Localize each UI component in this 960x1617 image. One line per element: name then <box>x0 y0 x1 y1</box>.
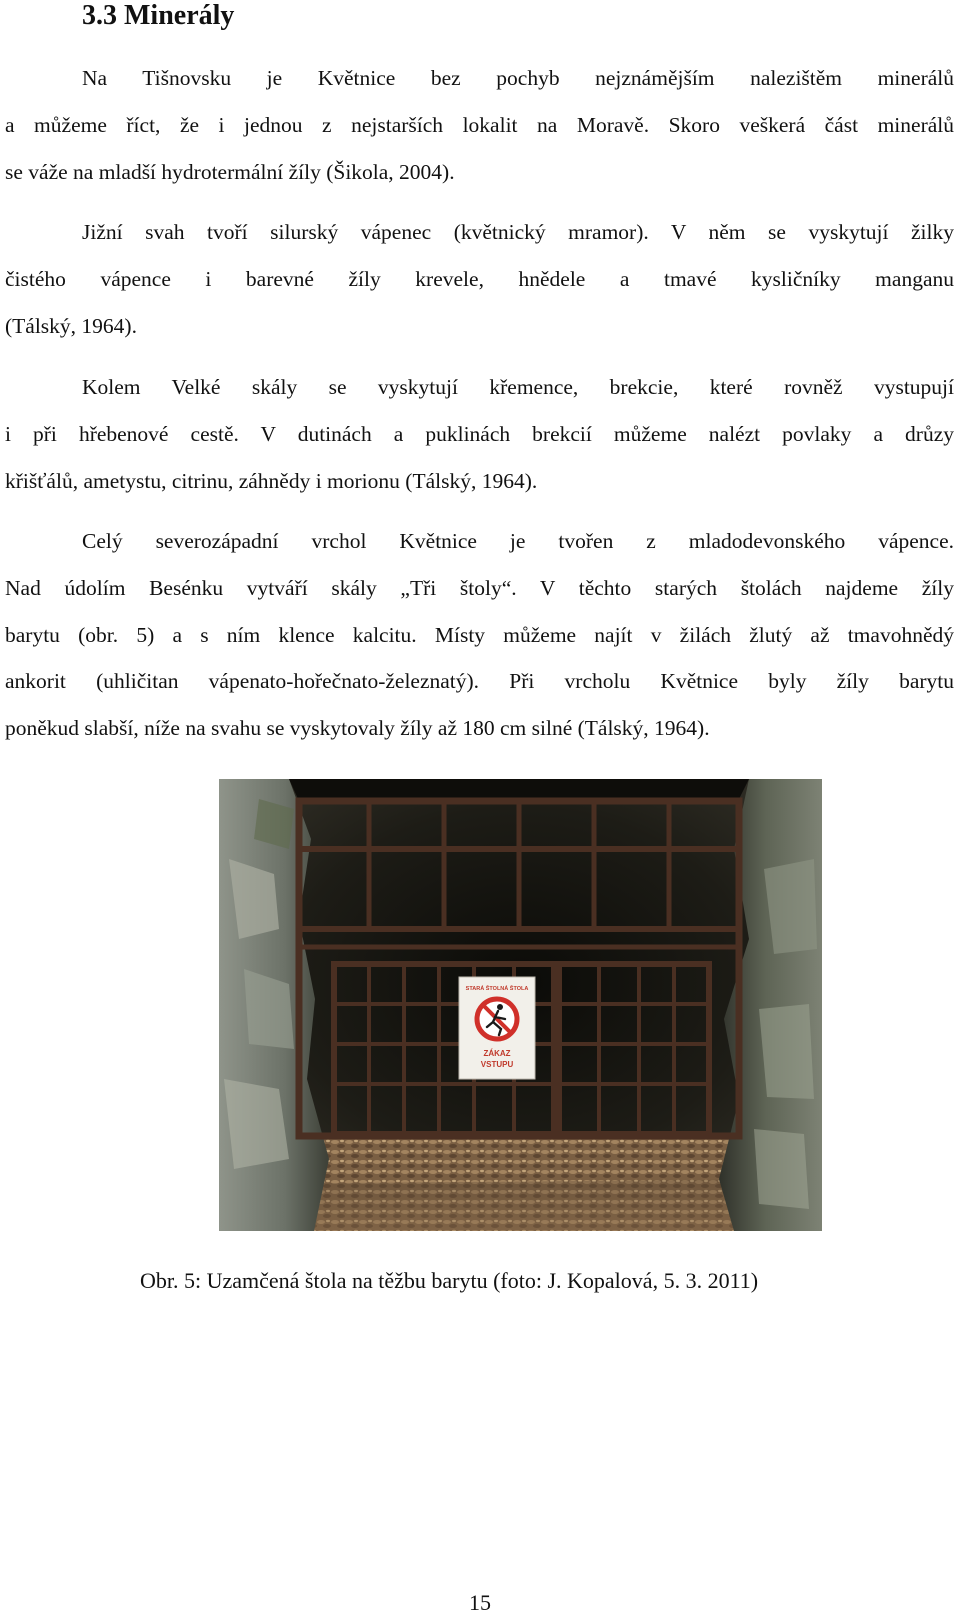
sign-text-zakaz: ZÁKAZ <box>483 1049 511 1058</box>
section-heading: 3.3 Minerály <box>82 0 235 31</box>
paragraph-line: ankorit (uhličitan vápenato-hořečnato-železnatý). Při vrcholu Květnice byly žíly barytu <box>5 669 954 693</box>
paragraph-line: Kolem Velké skály se vyskytují křemence, brekcie, které rovněž vystupují <box>82 375 954 399</box>
paragraph-line: čistého vápence i barevné žíly krevele, hnědele a tmavé kysličníky manganu <box>5 267 954 291</box>
paragraph-line: se váže na mladší hydrotermální žíly (Šikola, 2004). <box>5 160 455 184</box>
paragraph-line: Jižní svah tvoří silurský vápenec (květnický mramor). V něm se vyskytují žilky <box>82 220 954 244</box>
paragraph-line: a můžeme říct, že i jednou z nejstarších lokalit na Moravě. Skoro veškerá část minerálů <box>5 113 954 137</box>
paragraph-line: Celý severozápadní vrchol Květnice je tvořen z mladodevonského vápence. <box>82 529 954 553</box>
figure-photo <box>219 779 822 1231</box>
figure-caption: Obr. 5: Uzamčená štola na těžbu barytu (foto: J. Kopalová, 5. 3. 2011) <box>140 1268 759 1293</box>
page-number: 15 <box>469 1590 491 1615</box>
paragraph-line: i při hřebenové cestě. V dutinách a puklinách brekcií můžeme nalézt povlaky a drůzy <box>5 422 954 446</box>
paragraph-line: poněkud slabší, níže na svahu se vyskytovaly žíly až 180 cm silné (Tálský, 1964). <box>5 716 710 740</box>
mine-gate-photo <box>219 779 822 1231</box>
paragraph-line: Nad údolím Besénku vytváří skály „Tři štoly“. V těchto starých štolách najdeme žíly <box>5 576 954 600</box>
sign-text-vstupu: VSTUPU <box>480 1060 514 1069</box>
sign-text-top: STARÁ ŠTOLNÁ ŠTOLA <box>465 986 529 992</box>
paragraph-line: barytu (obr. 5) a s ním klence kalcitu. Místy můžeme najít v žilách žlutý až tmavohnědý <box>5 623 954 647</box>
paragraph-line: křišťálů, ametystu, citrinu, záhnědy i morionu (Tálský, 1964). <box>5 469 538 493</box>
paragraph-line: Na Tišnovsku je Květnice bez pochyb nejznámějším nalezištěm minerálů <box>82 66 954 90</box>
warning-sign <box>459 977 535 1079</box>
paragraph-line: (Tálský, 1964). <box>5 314 137 338</box>
